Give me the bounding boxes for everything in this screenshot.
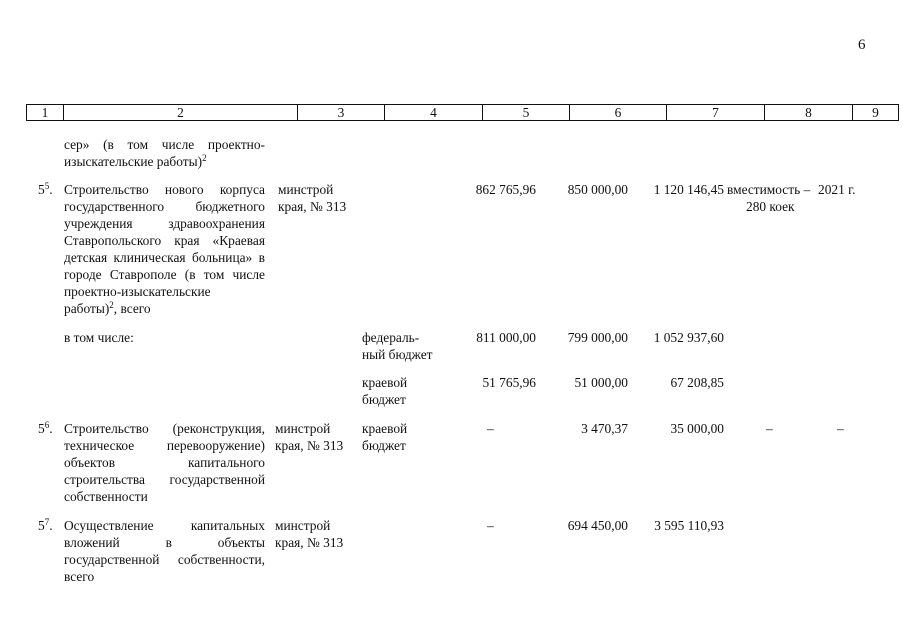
row-5-5-capacity: вместимость – 280 коек: [727, 182, 811, 214]
row-5-6-col9: –: [837, 421, 844, 436]
header-col-7: 7: [667, 105, 765, 121]
federal-budget-label: федераль- ный бюджет: [362, 330, 433, 362]
row-5-6-number: $5^6$.: [38, 420, 53, 436]
column-number-header: [26, 104, 899, 121]
row-5-6-budget: краевой бюджет: [362, 421, 408, 453]
row-5-7-description: Осуществление капитальных вложений в объекты государственной собственности, всего: [64, 518, 265, 584]
federal-col5: 811 000,00: [476, 330, 536, 345]
continuation-description: сер» (в том числе проектно-изыскательские работы)$^2$: [64, 137, 265, 169]
page-number: 6: [858, 37, 866, 53]
row-5-5-year: 2021 г.: [818, 182, 856, 197]
row-5-6-col6: 3 470,37: [581, 421, 628, 436]
row-5-7-col5: –: [487, 518, 494, 533]
header-col-1: 1: [27, 105, 64, 121]
row-5-6-executor: минстрой края, № 313: [275, 421, 344, 453]
row-5-7-col7: 3 595 110,93: [654, 518, 724, 533]
header-col-5: 5: [483, 105, 570, 121]
regional-budget-label: краевой бюджет: [362, 375, 408, 407]
row-5-5-col7: 1 120 146,45: [653, 182, 724, 197]
header-col-3: 3: [298, 105, 385, 121]
including-label: в том числе:: [64, 330, 134, 345]
header-col-6: 6: [570, 105, 667, 121]
row-5-6-description: Строительство (реконструкция, техническое перевооружение) объектов капитального строительства государственной собственности: [64, 421, 265, 504]
row-5-6-col5: –: [487, 421, 494, 436]
row-5-6-col7: 35 000,00: [670, 421, 724, 436]
federal-col6: 799 000,00: [567, 330, 628, 345]
row-5-7-executor: минстрой края, № 313: [275, 518, 344, 550]
federal-col7: 1 052 937,60: [653, 330, 724, 345]
row-5-5-number: $5^5$.: [38, 181, 53, 197]
header-col-8: 8: [765, 105, 853, 121]
regional-col5: 51 765,96: [482, 375, 536, 390]
row-5-7-number: $5^7$.: [38, 517, 53, 533]
row-5-6-col8: –: [766, 421, 773, 436]
row-5-5-executor: минстрой края, № 313: [278, 182, 347, 214]
regional-col6: 51 000,00: [574, 375, 628, 390]
header-col-2: 2: [64, 105, 298, 121]
header-row: [27, 105, 899, 121]
header-col-4: 4: [385, 105, 483, 121]
row-5-5-col6: 850 000,00: [567, 182, 628, 197]
row-5-7-col6: 694 450,00: [567, 518, 628, 533]
regional-col7: 67 208,85: [670, 375, 724, 390]
header-col-9: 9: [853, 105, 899, 121]
row-5-5-col5: 862 765,96: [475, 182, 536, 197]
row-5-5-description: Строительство нового корпуса государственного бюджетного учреждения здравоохранения Ставропольского края «Краевая детская клиническая больница» в городе Ставрополе (в том числе проектно-изыскательские работы)$^2$, всего: [64, 182, 265, 316]
